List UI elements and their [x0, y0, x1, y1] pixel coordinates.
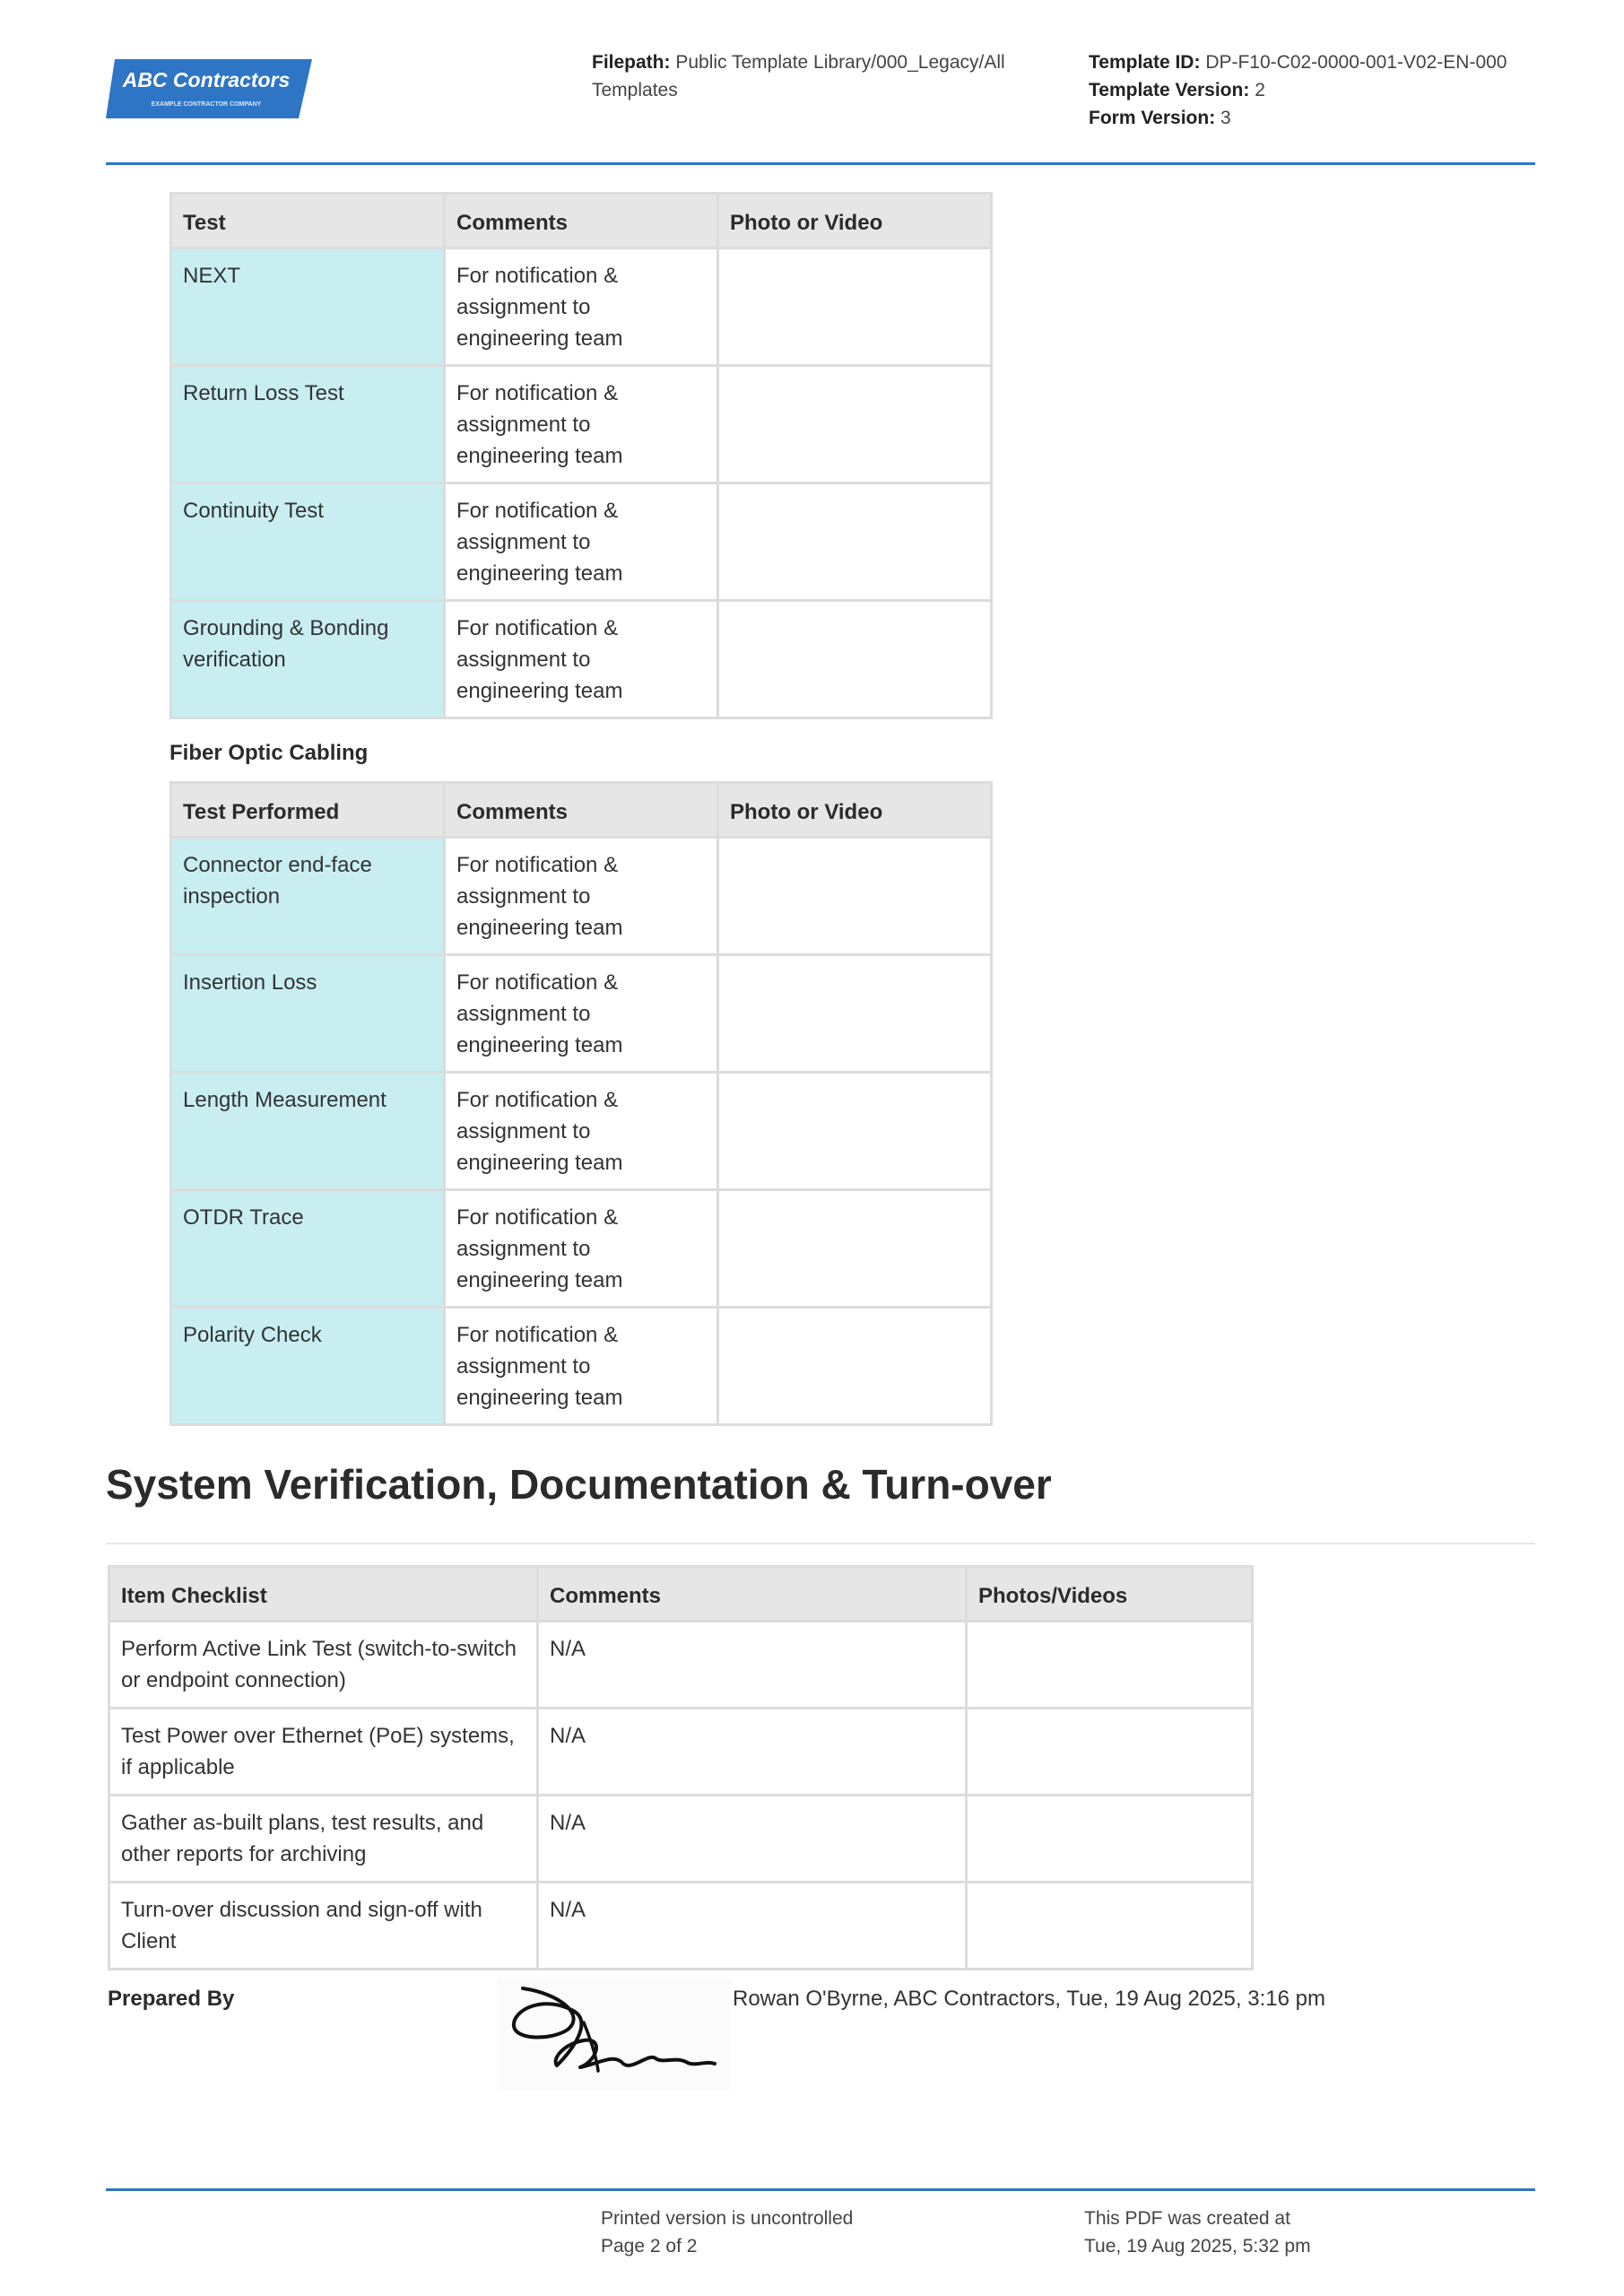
checklist-item-cell: Test Power over Ethernet (PoE) systems, if applicable	[109, 1709, 538, 1796]
copper-test-table	[169, 192, 993, 719]
header-filepath	[592, 48, 1058, 104]
test-name-cell: Length Measurement	[171, 1073, 445, 1190]
comment-cell: For notification & assignment to engineering team	[445, 483, 718, 601]
test-name-cell: Grounding & Bonding verification	[171, 601, 445, 718]
created-timestamp: Tue, 19 Aug 2025, 5:32 pm	[1084, 2236, 1311, 2257]
table-row	[171, 366, 992, 483]
form-version-value: 3	[1220, 108, 1231, 128]
form-version-line	[1089, 104, 1555, 132]
created-label: This PDF was created at	[1084, 2208, 1290, 2229]
photo-cell	[967, 1883, 1253, 1970]
column-header: Comments	[445, 194, 718, 248]
header-template-info	[1089, 48, 1555, 132]
table-row	[109, 1796, 1253, 1883]
signature-stroke	[514, 1988, 715, 2067]
table-row	[171, 483, 992, 601]
table-row	[171, 1073, 992, 1190]
prepared-by-value: Rowan O'Byrne, ABC Contractors, Tue, 19 Aug 2025, 3:16 pm	[733, 1987, 1325, 2011]
photo-cell	[718, 1073, 992, 1190]
photo-cell	[718, 366, 992, 483]
comment-cell: N/A	[538, 1883, 967, 1970]
verification-checklist-table	[108, 1565, 1254, 1970]
table-row	[171, 1308, 992, 1425]
form-version-label: Form Version:	[1089, 108, 1216, 128]
company-logo	[106, 57, 312, 120]
template-id-value: DP-F10-C02-0000-001-V02-EN-000	[1205, 52, 1507, 73]
verification-section-title: System Verification, Documentation & Turn-over	[106, 1461, 1052, 1508]
checklist-item-cell: Gather as-built plans, test results, and other reports for archiving	[109, 1796, 538, 1883]
photo-cell	[718, 248, 992, 366]
comment-cell: For notification & assignment to engineering team	[445, 1073, 718, 1190]
column-header: Comments	[445, 783, 718, 838]
photo-cell	[718, 838, 992, 955]
photo-cell	[967, 1709, 1253, 1796]
header-divider	[106, 162, 1535, 165]
comment-cell: For notification & assignment to engineering team	[445, 955, 718, 1073]
table-row	[109, 1622, 1253, 1709]
column-header: Photo or Video	[718, 194, 992, 248]
page-number: Page 2 of 2	[601, 2236, 698, 2257]
uncontrolled-notice: Printed version is uncontrolled	[601, 2208, 854, 2229]
template-id-line	[1089, 48, 1555, 76]
fiber-section-title: Fiber Optic Cabling	[169, 741, 369, 765]
prepared-by-label: Prepared By	[108, 1987, 235, 2011]
test-name-cell: Polarity Check	[171, 1308, 445, 1425]
comment-cell: For notification & assignment to engineering team	[445, 248, 718, 366]
comment-cell: For notification & assignment to engineering team	[445, 838, 718, 955]
section-divider	[106, 1543, 1535, 1544]
logo-tagline: EXAMPLE CONTRACTOR COMPANY	[151, 101, 262, 108]
table-row	[109, 1883, 1253, 1970]
photo-cell	[718, 601, 992, 718]
table-row	[171, 601, 992, 718]
comment-cell: N/A	[538, 1622, 967, 1709]
photo-cell	[967, 1796, 1253, 1883]
checklist-item-cell: Turn-over discussion and sign-off with Client	[109, 1883, 538, 1970]
template-version-line	[1089, 76, 1555, 104]
table-header-row	[171, 783, 992, 838]
photo-cell	[718, 1308, 992, 1425]
table-header-row	[109, 1567, 1253, 1622]
filepath-label: Filepath:	[592, 52, 671, 73]
template-version-value: 2	[1255, 80, 1265, 100]
photo-cell	[718, 1190, 992, 1308]
comment-cell: For notification & assignment to engineering team	[445, 1308, 718, 1425]
fiber-test-table	[169, 781, 993, 1426]
table-header-row	[171, 194, 992, 248]
column-header: Test Performed	[171, 783, 445, 838]
checklist-item-cell: Perform Active Link Test (switch-to-switch or endpoint connection)	[109, 1622, 538, 1709]
table-row	[171, 955, 992, 1073]
column-header: Photos/Videos	[967, 1567, 1253, 1622]
footer-divider	[106, 2188, 1535, 2191]
photo-cell	[718, 483, 992, 601]
photo-cell	[967, 1622, 1253, 1709]
table-row	[171, 838, 992, 955]
column-header: Photo or Video	[718, 783, 992, 838]
test-name-cell: Insertion Loss	[171, 955, 445, 1073]
comment-cell: For notification & assignment to engineering team	[445, 1190, 718, 1308]
photo-cell	[718, 955, 992, 1073]
logo-brand: ABC Contractors	[122, 68, 291, 91]
comment-cell: N/A	[538, 1709, 967, 1796]
test-name-cell: NEXT	[171, 248, 445, 366]
signature-image	[498, 1978, 731, 2090]
table-row	[171, 248, 992, 366]
column-header: Test	[171, 194, 445, 248]
template-version-label: Template Version:	[1089, 80, 1250, 100]
comment-cell: For notification & assignment to engineering team	[445, 601, 718, 718]
test-name-cell: Return Loss Test	[171, 366, 445, 483]
comment-cell: For notification & assignment to engineering team	[445, 366, 718, 483]
footer-left	[601, 2205, 853, 2260]
template-id-label: Template ID:	[1089, 52, 1201, 73]
test-name-cell: Connector end-face inspection	[171, 838, 445, 955]
test-name-cell: Continuity Test	[171, 483, 445, 601]
footer-right	[1084, 2205, 1311, 2260]
table-row	[171, 1190, 992, 1308]
filepath-value: Public Template Library/000_Legacy/All Templates	[592, 52, 1005, 100]
column-header: Comments	[538, 1567, 967, 1622]
comment-cell: N/A	[538, 1796, 967, 1883]
column-header: Item Checklist	[109, 1567, 538, 1622]
test-name-cell: OTDR Trace	[171, 1190, 445, 1308]
table-row	[109, 1709, 1253, 1796]
